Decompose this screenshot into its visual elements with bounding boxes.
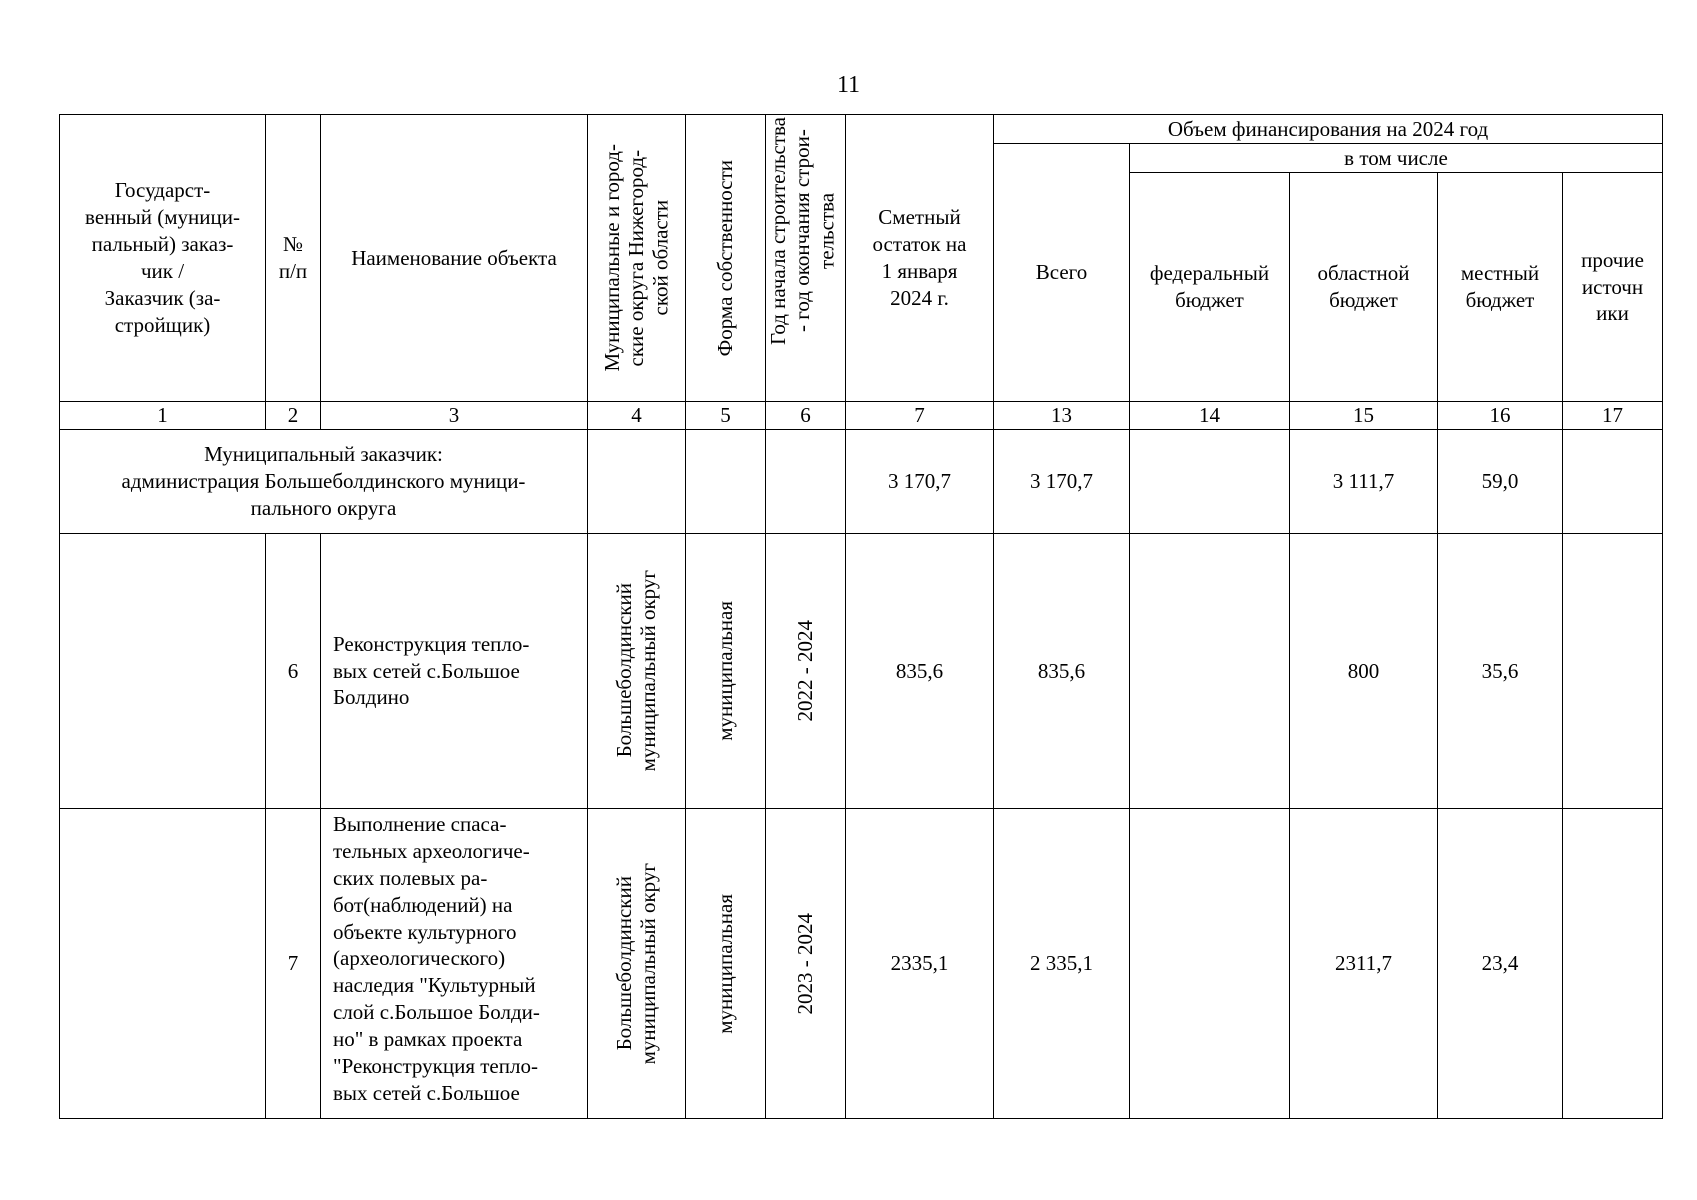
header-federal: федеральный бюджет <box>1130 173 1290 402</box>
column-number: 15 <box>1290 402 1438 430</box>
header-district: Муниципальные и город- ские округа Нижегород- ской области <box>588 115 686 402</box>
group-label: Муниципальный заказчик: администрация Большеболдинского муници- пального округа <box>60 430 588 534</box>
row-federal <box>1130 809 1290 1119</box>
column-number: 5 <box>686 402 766 430</box>
row-local: 35,6 <box>1438 534 1563 809</box>
column-number: 2 <box>266 402 321 430</box>
row-object-name: Реконструкция тепло- вых сетей с.Большое Болдино <box>321 534 588 809</box>
group-federal <box>1130 430 1290 534</box>
group-local: 59,0 <box>1438 430 1563 534</box>
header-funding-title: Объем финансирования на 2024 год <box>994 115 1663 144</box>
row-object-name: Выполнение спаса- тельных археологиче- ских полевых ра- бот(наблюдений) на объекте культурного (археологического) наследия "Культурный слой с.Большое Болди- но" в рамках проекта "Реконструкция тепло- вых сетей с.Большое <box>321 809 588 1119</box>
row-regional: 2311,7 <box>1290 809 1438 1119</box>
header-estimate: Сметный остаток на 1 января 2024 г. <box>846 115 994 402</box>
header-regional: областной бюджет <box>1290 173 1438 402</box>
row-years: 2023 - 2024 <box>766 809 846 1119</box>
header-years: Год начала строительства - год окончания строи- тельства <box>766 115 846 402</box>
row-district: Большеболдинский муниципальный округ <box>588 534 686 809</box>
column-number: 4 <box>588 402 686 430</box>
row-number: 7 <box>266 809 321 1119</box>
row-total: 2 335,1 <box>994 809 1130 1119</box>
header-object-name: Наименование объекта <box>321 115 588 402</box>
column-number: 16 <box>1438 402 1563 430</box>
header-other: прочие источн ики <box>1563 173 1663 402</box>
row-years: 2022 - 2024 <box>766 534 846 809</box>
row-customer <box>60 809 266 1119</box>
group-district <box>588 430 686 534</box>
header-ownership: Форма собственности <box>686 115 766 402</box>
column-number: 7 <box>846 402 994 430</box>
row-local: 23,4 <box>1438 809 1563 1119</box>
row-estimate: 2335,1 <box>846 809 994 1119</box>
row-total: 835,6 <box>994 534 1130 809</box>
table-row <box>60 534 1663 809</box>
header-local: местный бюджет <box>1438 173 1563 402</box>
header-total: Всего <box>994 144 1130 402</box>
group-years <box>766 430 846 534</box>
row-estimate: 835,6 <box>846 534 994 809</box>
financing-table <box>59 114 1663 1119</box>
page-number: 11 <box>836 72 861 98</box>
group-row <box>60 430 1663 534</box>
row-district: Большеболдинский муниципальный округ <box>588 809 686 1119</box>
column-number: 1 <box>60 402 266 430</box>
column-number: 6 <box>766 402 846 430</box>
column-number-row <box>60 402 1663 430</box>
row-federal <box>1130 534 1290 809</box>
column-number: 17 <box>1563 402 1663 430</box>
row-other <box>1563 534 1663 809</box>
column-number: 14 <box>1130 402 1290 430</box>
table-row <box>60 809 1663 1119</box>
group-regional: 3 111,7 <box>1290 430 1438 534</box>
row-customer <box>60 534 266 809</box>
row-number: 6 <box>266 534 321 809</box>
row-ownership: муниципальная <box>686 534 766 809</box>
header-including: в том числе <box>1130 144 1663 173</box>
header-customer: Государст- венный (муници- пальный) заказ- чик / Заказчик (за- стройщик) <box>60 115 266 402</box>
row-ownership: муниципальная <box>686 809 766 1119</box>
group-estimate: 3 170,7 <box>846 430 994 534</box>
column-number: 13 <box>994 402 1130 430</box>
group-other <box>1563 430 1663 534</box>
header-number: № п/п <box>266 115 321 402</box>
row-other <box>1563 809 1663 1119</box>
row-regional: 800 <box>1290 534 1438 809</box>
column-number: 3 <box>321 402 588 430</box>
group-ownership <box>686 430 766 534</box>
group-total: 3 170,7 <box>994 430 1130 534</box>
